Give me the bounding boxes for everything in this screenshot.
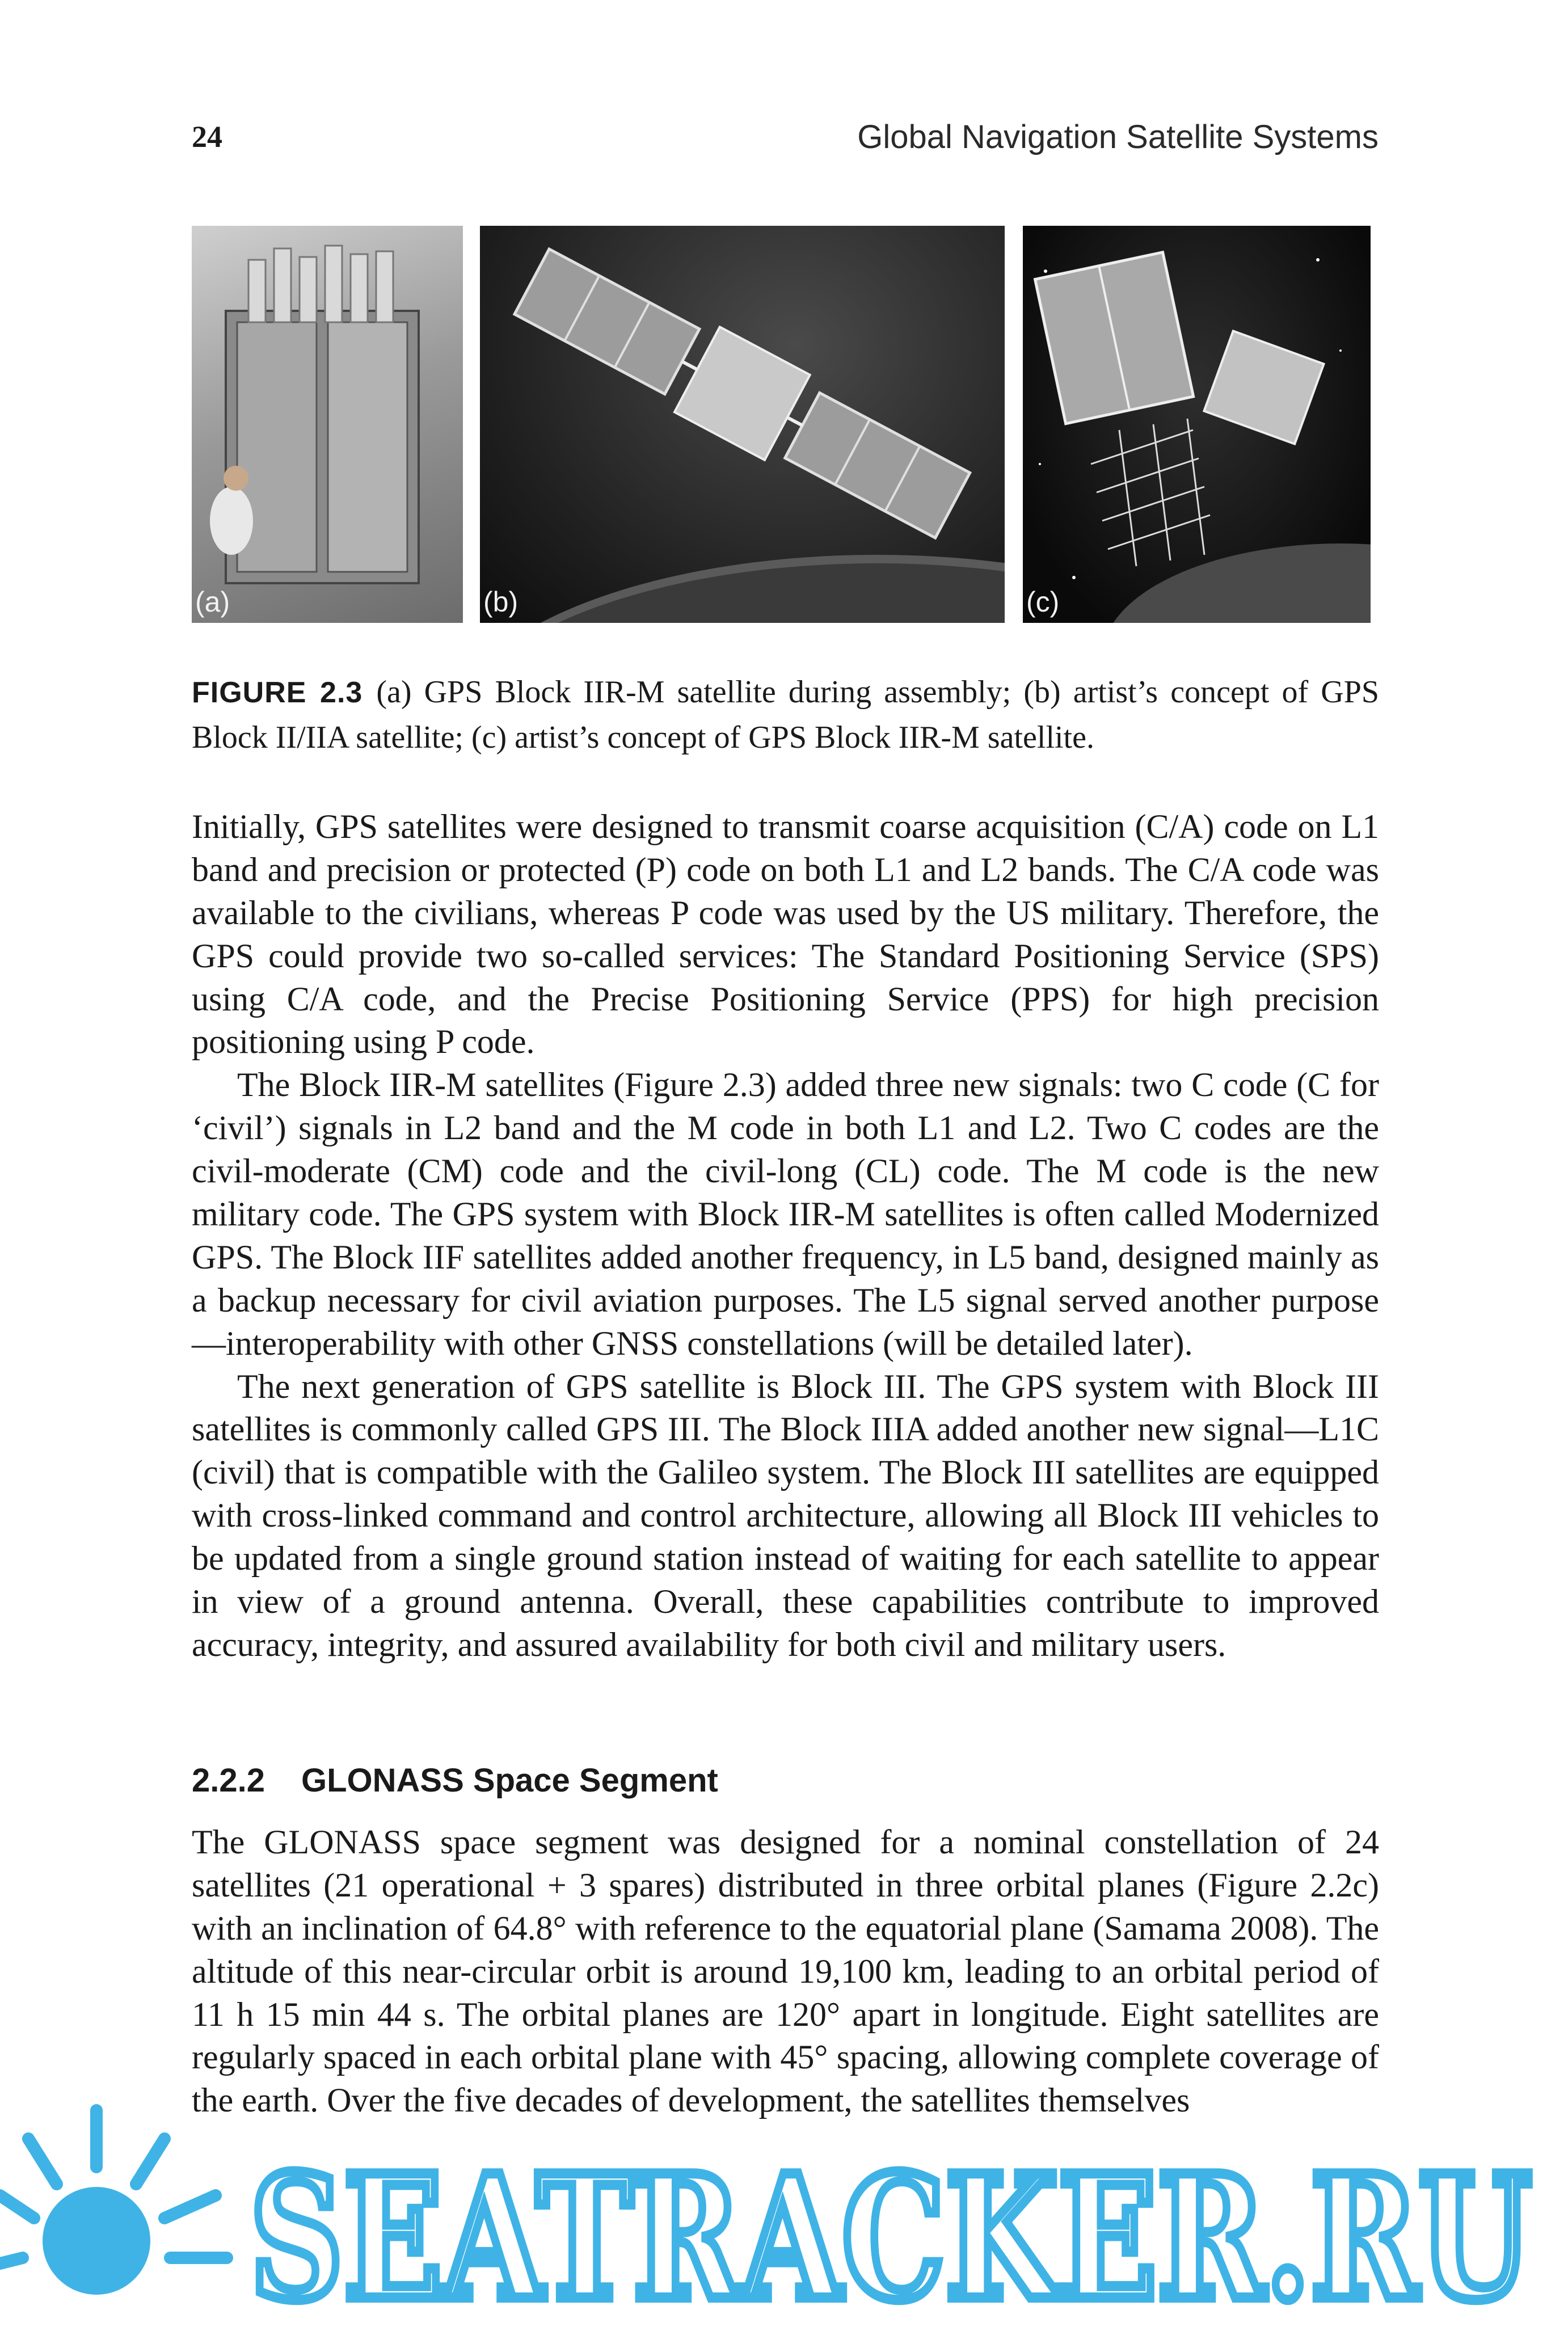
figure-caption (192, 669, 1379, 760)
running-title: Global Navigation Satellite Systems (857, 119, 1379, 155)
paragraph: The Block IIR-M satellites (Figure 2.3) added three new signals: two C code (C for ‘civil’) signals in L2 band and the M code in both L1 and L2. Two C codes are the civil-moderate (CM) code and the civil-long (CL) code. The M code is the new military code. The GPS system with Block IIR-M satellites is often called Modernized GPS. The Block IIF satellites added another frequency, in L5 band, designed mainly as a backup necessary for civil aviation purposes. The L5 signal served another purpose—interoperability with other GNSS constellations (will be detailed later). (192, 1066, 1379, 1362)
paragraph: The next generation of GPS satellite is Block III. The GPS system with Block III satellites is commonly called GPS III. The Block IIIA added another new signal—L1C (civil) that is compatible with the Galileo system. The Block III satellites are equipped with cross-linked command and control architecture, allowing all Block III vehicles to be updated from a single ground station instead of waiting for each satellite to appear in view of a ground antenna. Overall, these capabilities contribute to improved accuracy, integrity, and assured availability for both civil and military users. (192, 1367, 1379, 1663)
satellite-assembly-photo (192, 226, 463, 623)
paragraph: The GLONASS space segment was designed for a nominal constellation of 24 satellites (21 operational + 3 spares) distributed in three orbital planes (Figure 2.2c) with an inclination of 64.8° with reference to the equatorial plane (Samama 2008). The altitude of this near-circular orbit is around 19,100 km, leading to an orbital period of 11 h 15 min 44 s. The orbital planes are 120° apart in longitude. Eight satellites are regularly spaced in each orbital plane with 45° spacing, allowing complete coverage of the earth. Over the five decades of development, the satellites themselves (192, 1823, 1379, 2119)
panel-label-b: (b) (483, 586, 519, 618)
figure-panel-a (192, 226, 463, 623)
page-number: 24 (192, 120, 222, 154)
panel-label-a: (a) (195, 586, 230, 618)
satellite-orbit-illustration (1023, 226, 1371, 623)
body-text (192, 806, 1379, 1667)
figure-caption-label: FIGURE 2.3 (192, 676, 363, 709)
satellite-orbit-illustration (480, 226, 1005, 623)
panel-label-c: (c) (1026, 586, 1060, 618)
watermark (0, 2093, 1568, 2352)
paragraph: Initially, GPS satellites were designed to transmit coarse acquisition (C/A) code on L1 band and precision or protected (P) code on both L1 and L2 bands. The C/A code was available to the civilians, whereas P code was used by the US military. Therefore, the GPS could provide two so-called services: The Standard Positioning Service (SPS) using C/A code, and the Precise Positioning Service (PPS) for high precision positioning using P code. (192, 808, 1379, 1061)
figure-panel-c (1023, 226, 1371, 623)
watermark-text: SEATRACKER.RU (250, 2138, 1532, 2338)
section-title: GLONASS Space Segment (301, 1762, 718, 1799)
section-number: 2.2.2 (192, 1762, 265, 1799)
section-heading (192, 1761, 718, 1799)
figure-caption-text: (a) GPS Block IIR-M satellite during assembly; (b) artist’s concept of GPS Block II/IIA satellite; (c) artist’s concept of GPS Block IIR-M satellite. (192, 675, 1379, 756)
figure-panel-b (480, 226, 1005, 623)
section-body (192, 1821, 1379, 2122)
sun-rays-icon (0, 2110, 227, 2295)
